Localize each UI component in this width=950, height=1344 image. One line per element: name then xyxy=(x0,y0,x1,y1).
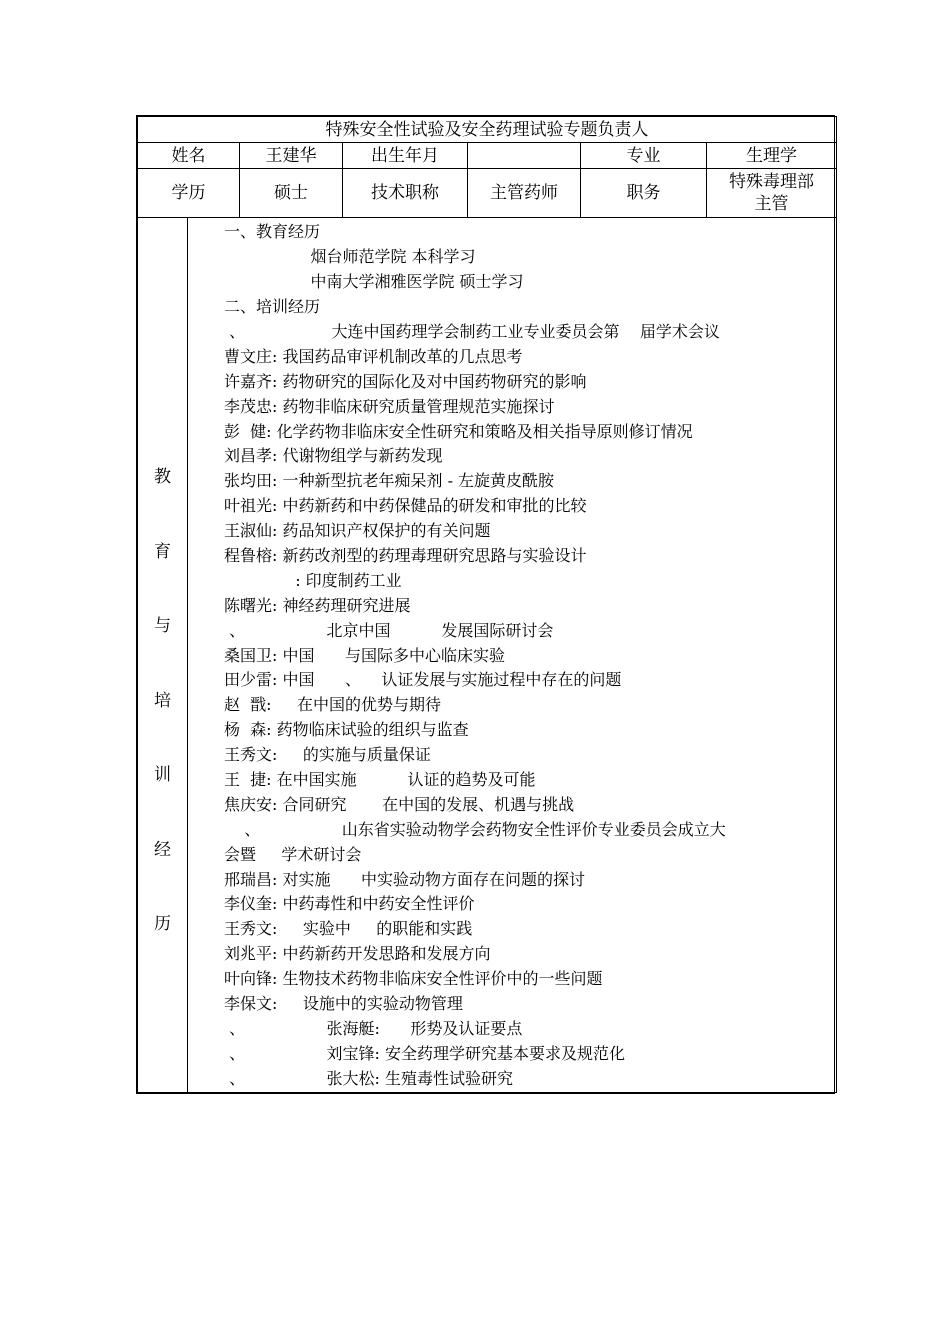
resume-table xyxy=(137,116,837,1093)
experience-lines xyxy=(188,218,836,1091)
experience-line: 烟台师范学院 本科学习 xyxy=(224,247,476,267)
experience-line: 叶向锋: 生物技术药物非临床安全性评价中的一些问题 xyxy=(224,969,603,989)
experience-line: 彭 健: 化学药物非临床安全性研究和策略及相关指导原则修订情况 xyxy=(224,421,693,441)
experience-line: 曹文庄: 我国药品审评机制改革的几点思考 xyxy=(224,346,523,366)
name-label: 姓名 xyxy=(138,143,240,169)
side-char: 经 xyxy=(154,839,171,860)
experience-line: 中南大学湘雅医学院 硕士学习 xyxy=(224,272,524,292)
tech-title-label: 技术职称 xyxy=(343,169,468,218)
side-char: 与 xyxy=(154,616,171,636)
resume-form xyxy=(136,115,835,1094)
tech-title-value: 主管药师 xyxy=(468,169,581,218)
experience-line: 、 刘宝锋: 安全药理学研究基本要求及规范化 xyxy=(224,1043,625,1063)
side-char: 训 xyxy=(154,765,171,785)
experience-line: 桑国卫: 中国 与国际多中心临床实验 xyxy=(224,645,505,665)
major-label: 专业 xyxy=(581,143,707,169)
side-char: 培 xyxy=(154,690,171,711)
post-value xyxy=(707,169,837,218)
side-char: 历 xyxy=(154,914,171,934)
post-label: 职务 xyxy=(581,169,707,218)
experience-line: 焦庆安: 合同研究 在中国的发展、机遇与挑战 xyxy=(224,794,575,814)
major-value: 生理学 xyxy=(707,143,837,169)
experience-line: 田少雷: 中国 、 认证发展与实施过程中存在的问题 xyxy=(224,670,622,690)
experience-line: 李茂忠: 药物非临床研究质量管理规范实施探讨 xyxy=(224,396,555,416)
birth-label: 出生年月 xyxy=(343,143,468,169)
experience-line: 许嘉齐: 药物研究的国际化及对中国药物研究的影响 xyxy=(224,371,587,391)
form-title: 特殊安全性试验及安全药理试验专题负责人 xyxy=(138,117,837,143)
experience-line: 李仪奎: 中药毒性和中药安全性评价 xyxy=(224,894,475,914)
section-side-label xyxy=(138,218,188,1093)
experience-line: 、 大连中国药理学会制药工业专业委员会第 届学术会议 xyxy=(224,321,720,341)
experience-line: 、 张大松: 生殖毒性试验研究 xyxy=(224,1068,513,1088)
experience-line: 刘兆平: 中药新药开发思路和发展方向 xyxy=(224,944,491,964)
experience-line: 陈曙光: 神经药理研究进展 xyxy=(224,595,411,615)
experience-line: 李保文: 设施中的实验动物管理 xyxy=(224,994,463,1014)
post-value-line-1: 特殊毒理部 xyxy=(729,172,815,192)
education-label: 学历 xyxy=(138,169,240,218)
experience-line: 杨 森: 药物临床试验的组织与监查 xyxy=(224,720,469,740)
experience-line: 、 山东省实验动物学会药物安全性评价专业委员会成立大 xyxy=(224,819,726,839)
side-char: 教 xyxy=(154,467,171,487)
experience-line: 叶祖光: 中药新药和中药保健品的研发和审批的比较 xyxy=(224,496,587,516)
experience-line: 王 捷: 在中国实施 认证的趋势及可能 xyxy=(224,770,536,789)
experience-line: 张均田: 一种新型抗老年痴呆剂 - 左旋黄皮酰胺 xyxy=(224,471,555,491)
experience-line: 赵 戬: 在中国的优势与期待 xyxy=(224,695,441,715)
experience-line: 一、教育经历 xyxy=(224,222,321,242)
birth-value xyxy=(468,143,581,169)
experience-line: 程鲁榕: 新药改剂型的药理毒理研究思路与实验设计 xyxy=(224,545,587,565)
side-char: 育 xyxy=(154,541,171,562)
experience-line: 王秀文: 的实施与质量保证 xyxy=(224,745,431,765)
experience-line: 二、培训经历 xyxy=(224,297,321,317)
name-value: 王建华 xyxy=(240,143,343,169)
experience-content xyxy=(188,218,837,1093)
experience-line: 刘昌孝: 代谢物组学与新药发现 xyxy=(224,446,443,466)
experience-line: 会暨 学术研讨会 xyxy=(224,844,362,864)
experience-line: 王淑仙: 药品知识产权保护的有关问题 xyxy=(224,521,491,541)
post-value-line-2: 主管 xyxy=(754,194,789,214)
experience-line: : 印度制药工业 xyxy=(224,570,402,590)
experience-line: 、 张海艇: 形势及认证要点 xyxy=(224,1018,523,1038)
education-value: 硕士 xyxy=(240,169,343,218)
experience-line: 王秀文: 实验中 的职能和实践 xyxy=(224,919,473,939)
experience-line: 、 北京中国 发展国际研讨会 xyxy=(224,620,554,640)
experience-line: 邢瑞昌: 对实施 中实验动物方面存在问题的探讨 xyxy=(224,869,585,889)
